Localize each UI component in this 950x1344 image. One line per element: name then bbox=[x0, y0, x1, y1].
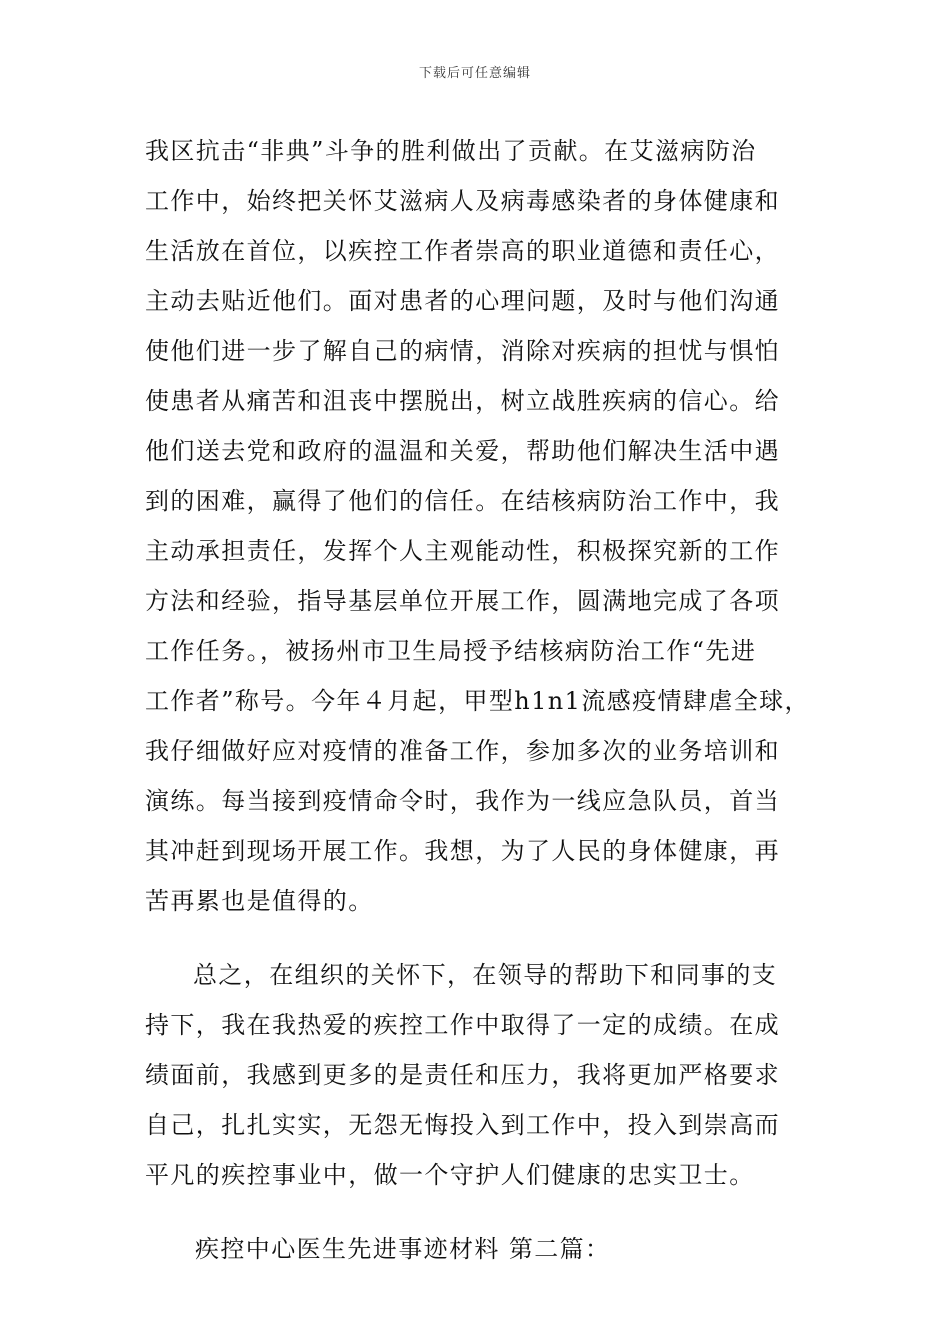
text-line: 自己，扎扎实实，无怨无悔投入到工作中，投入到崇高而 bbox=[145, 1111, 780, 1139]
text-line: 我仔细做好应对疫情的准备工作，参加多次的业务培训和 bbox=[145, 737, 780, 765]
text-line: 工作者”称号。今年４月起，甲型h1n1流感疫情肆虐全球， bbox=[145, 687, 810, 715]
text-line: 方法和经验，指导基层单位开展工作，圆满地完成了各项 bbox=[145, 587, 780, 615]
paragraph-gap bbox=[145, 1200, 835, 1224]
text-line: 演练。每当接到疫情命令时，我作为一线应急队员，首当 bbox=[145, 787, 780, 815]
text-line: 平凡的疾控事业中，做一个守护人们健康的忠实卫士。 bbox=[145, 1161, 755, 1189]
paragraph bbox=[145, 950, 835, 1200]
text-line: 使他们进一步了解自己的病情，消除对疾病的担忧与惧怕 bbox=[145, 337, 780, 365]
paragraph-gap bbox=[145, 926, 835, 950]
text-line: 工作任务。，被扬州市卫生局授予结核病防治工作“先进 bbox=[145, 637, 757, 665]
text-line: 其冲赶到现场开展工作。我想，为了人民的身体健康，再 bbox=[145, 837, 780, 865]
section-heading: 疾控中心医生先进事迹材料 第二篇： bbox=[195, 1235, 611, 1263]
text-line: 苦再累也是值得的。 bbox=[145, 887, 374, 915]
text-line: 我区抗击“非典”斗争的胜利做出了贡献。在艾滋病防治 bbox=[145, 137, 757, 165]
text-line: 主动去贴近他们。面对患者的心理问题，及时与他们沟通 bbox=[145, 287, 780, 315]
paragraph bbox=[145, 126, 835, 926]
text-line: 绩面前，我感到更多的是责任和压力，我将更加严格要求 bbox=[145, 1061, 780, 1089]
text-line: 使患者从痛苦和沮丧中摆脱出，树立战胜疾病的信心。给 bbox=[145, 387, 780, 415]
text-line: 工作中，始终把关怀艾滋病人及病毒感染者的身体健康和 bbox=[145, 187, 780, 215]
page-header: 下载后可任意编辑 bbox=[418, 66, 531, 81]
text-line: 他们送去党和政府的温温和关爱，帮助他们解决生活中遇 bbox=[145, 437, 780, 465]
text-line: 到的困难，赢得了他们的信任。在结核病防治工作中，我 bbox=[145, 487, 780, 515]
text-line: 持下，我在我热爱的疾控工作中取得了一定的成绩。在成 bbox=[145, 1011, 780, 1039]
text-line: 主动承担责任，发挥个人主观能动性，积极探究新的工作 bbox=[145, 537, 780, 565]
document-body bbox=[145, 126, 835, 1274]
text-line: 总之，在组织的关怀下，在领导的帮助下和同事的支 bbox=[193, 961, 778, 989]
text-line: 生活放在首位，以疾控工作者崇高的职业道德和责任心， bbox=[145, 237, 780, 265]
